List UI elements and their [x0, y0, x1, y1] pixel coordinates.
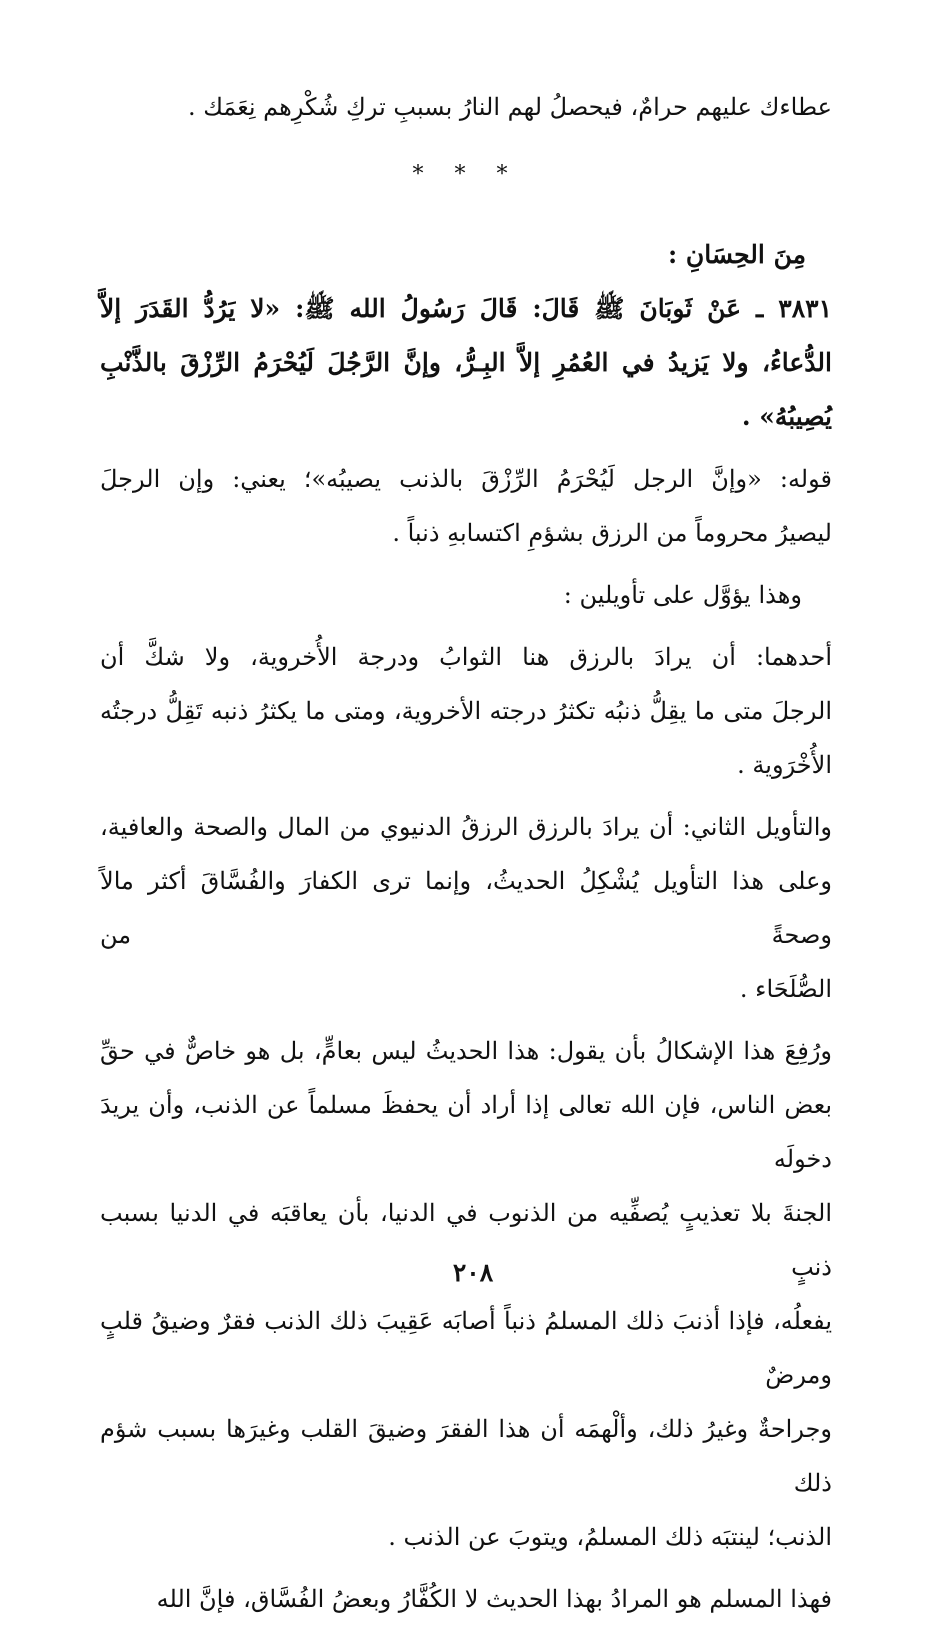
commentary-paragraph	[100, 800, 832, 1016]
text-line: أحدهما: أن يرادَ بالرزق هنا الثوابُ ودرجة الأُخروية، ولا شكَّ أن	[100, 643, 832, 671]
text-line: عطاءك عليهم حرامٌ، فيحصلُ لهم النارُ بسببِ تركِ شُكْرِهم نِعَمَك .	[187, 93, 832, 121]
commentary-paragraph	[100, 630, 832, 792]
commentary-paragraph	[100, 452, 832, 560]
text-line: قوله: «وإنَّ الرجل لَيُحْرَمُ الرِّزْقَ بالذنب يصيبُه»؛ يعني: وإن الرجلَ	[100, 465, 832, 493]
text-line: الجنةَ بلا تعذيبٍ يُصفِّيه من الذنوب في الدنيا، بأن يعاقبَه في الدنيا بسبب ذنبٍ	[100, 1199, 832, 1281]
text-line: بعض الناس، فإن الله تعالى إذا أراد أن يحفظَ مسلماً عن الذنب، وأن يريدَ دخولَه	[100, 1091, 832, 1173]
text-line: الصُّلَحَاء .	[739, 975, 832, 1003]
section-title: مِنَ الحِسَانِ :	[667, 240, 806, 269]
text-line: يفعلُه، فإذا أذنبَ ذلك المسلمُ ذنباً أصابَه عَقِيبَ ذلك الذنب فقرٌ وضيقُ قلبٍ ومرضٌ	[100, 1307, 832, 1389]
commentary-paragraph	[100, 568, 832, 622]
hadith-text	[100, 282, 832, 444]
text-line: وهذا يؤوَّل على تأويلين :	[563, 581, 802, 609]
text-line: ورُفِعَ هذا الإشكالُ بأن يقول: هذا الحديثُ ليس بعامٍّ، بل هو خاصٌّ في حقِّ	[100, 1037, 832, 1065]
text-line: الدُّعاءُ، ولا يَزيدُ في العُمُرِ إلاَّ البِـرُّ، وإنَّ الرَّجُلَ لَيُحْرَمُ الرِّزْقَ بالذَّنْبِ يُصِيبُهُ» .	[100, 348, 832, 431]
text-line: ليصيرُ محروماً من الرزق بشؤمِ اكتسابهِ ذنباً .	[392, 519, 832, 547]
section-separator: * * *	[412, 162, 520, 187]
text-line: وعلى هذا التأويل يُشْكِلُ الحديثُ، وإنما ترى الكفارَ والفُسَّاقَ أكثر مالاً وصحةً من	[100, 867, 832, 949]
text-line: والتأويل الثاني: أن يرادَ بالرزق الرزقُ الدنيوي من المال والصحة والعافية،	[100, 813, 832, 841]
page-body	[100, 80, 832, 1634]
page-number: ٢٠٨	[452, 1258, 494, 1287]
commentary-paragraph	[100, 1572, 832, 1626]
text-line: الأُخْرَوية .	[737, 751, 832, 779]
text-line: ٣٨٣١ ـ عَنْ ثَوبَانَ ﷺ قَالَ: قَالَ رَسُولُ الله ﷺ: «لا يَرُدُّ القَدَرَ إلاَّ	[100, 294, 832, 323]
text-line: الرجلَ متى ما يقِلُّ ذنبُه تكثرُ درجته الأخروية، ومتى ما يكثرُ ذنبه تَقِلُّ درجتُه	[100, 697, 832, 725]
text-line: فهذا المسلم هو المرادُ بهذا الحديث لا الكُفَّارُ وبعضُ الفُسَّاق، فإنَّ الله	[156, 1585, 832, 1613]
text-line: وجراحةٌ وغيرُ ذلك، وألْهمَه أن هذا الفقرَ وضيقَ القلب وغيرَها بسبب شؤم ذلك	[100, 1415, 832, 1497]
top-paragraph	[100, 80, 832, 134]
commentary-paragraph	[100, 1024, 832, 1564]
text-line: الذنب؛ لينتبَه ذلك المسلمُ، ويتوبَ عن الذنب .	[388, 1523, 832, 1551]
